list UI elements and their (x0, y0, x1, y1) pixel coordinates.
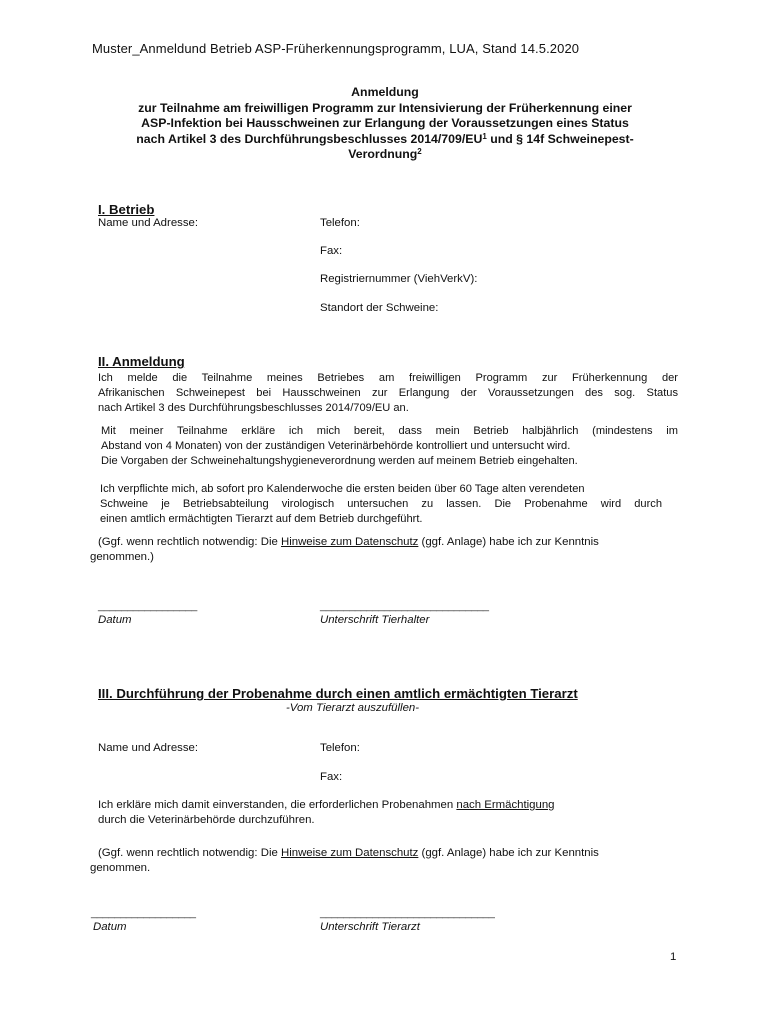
privacy-text: (ggf. Anlage) habe ich zur Kenntnis (418, 536, 599, 548)
title-line: ASP-Infektion bei Hausschweinen zur Erlangung der Voraussetzungen eines Status (141, 116, 629, 130)
section-heading-betrieb: I. Betrieb (98, 202, 155, 217)
owner-signature-line: _____________________________ (320, 600, 489, 612)
owner-signature-label: Unterschrift Tierhalter (320, 614, 430, 626)
section-heading-probenahme: III. Durchführung der Probenahme durch einen amtlich ermächtigten Tierarzt (98, 686, 578, 701)
paragraph-line: nach Artikel 3 des Durchführungsbeschlusses 2014/709/EU an. (98, 402, 409, 414)
title-text: und § 14f Schweinepest- (486, 131, 634, 146)
vet-privacy-notice-link[interactable]: Hinweise zum Datenschutz (280, 847, 419, 859)
paragraph-line: Afrikanischen Schweinepest bei Hausschweinen zur Erlangung der Voraussetzungen des sog. Status (98, 387, 678, 399)
privacy-text: (ggf. Anlage) habe ich zur Kenntnis (418, 847, 599, 859)
vet-signature-label: Unterschrift Tierarzt (320, 921, 420, 933)
consent-text: Ich erkläre mich damit einverstanden, die erforderlichen Probenahmen (98, 799, 457, 811)
title-line: Anmeldung (351, 85, 419, 99)
paragraph-line: Ich verpflichte mich, ab sofort pro Kalenderwoche die ersten beiden über 60 Tage alten verendeten (100, 483, 585, 495)
paragraph-line: Die Vorgaben der Schweinehaltungshygieneverordnung werden auf meinem Betrieb eingehalten. (101, 455, 578, 467)
authorization-link[interactable]: nach Ermächtigung (456, 799, 555, 811)
fax-label: Fax: (320, 245, 343, 257)
privacy-text: (Ggf. wenn rechtlich notwendig: Die (98, 536, 281, 548)
section-heading-anmeldung: II. Anmeldung (98, 354, 185, 369)
title-text: Verordnung (348, 147, 418, 161)
vet-date-label: Datum (93, 921, 127, 933)
title-line (70, 147, 700, 163)
obligation-paragraph (100, 482, 662, 527)
name-address-label: Name und Adresse: (98, 217, 199, 229)
date-label: Datum (98, 614, 132, 626)
registration-number-label: Registriernummer (ViehVerkV): (320, 273, 478, 285)
footnote-ref: 1 (482, 131, 487, 141)
privacy-notice-link[interactable]: Hinweise zum Datenschutz (280, 536, 419, 548)
vet-fax-label: Fax: (320, 771, 343, 783)
title-line: zur Teilnahme am freiwilligen Programm zur Intensivierung der Früherkennung einer (138, 100, 632, 115)
document-header: Muster_Anmeldund Betrieb ASP-Früherkennungsprogramm, LUA, Stand 14.5.2020 (92, 41, 580, 56)
paragraph-line: Schweine je Betriebsabteilung virologisch untersuchen zu lassen. Die Probenahme wird durch (100, 498, 662, 510)
phone-label: Telefon: (320, 217, 360, 229)
vet-privacy-notice-end: genommen. (90, 862, 151, 874)
paragraph-line: einen amtlich ermächtigten Tierarzt auf dem Betrieb durchgeführt. (100, 513, 423, 525)
vet-consent (98, 799, 555, 811)
vet-name-address-label: Name und Adresse: (98, 742, 199, 754)
pig-location-label: Standort der Schweine: (320, 302, 439, 314)
privacy-text: (Ggf. wenn rechtlich notwendig: Die (98, 847, 281, 859)
vet-date-signature-line: __________________ (91, 907, 196, 919)
privacy-notice (98, 536, 599, 548)
vet-fill-note: -Vom Tierarzt auszufüllen- (286, 702, 420, 714)
document-title (70, 85, 700, 163)
privacy-notice-end: genommen.) (90, 551, 154, 563)
vet-signature-line: ______________________________ (320, 907, 495, 919)
paragraph-line: Abstand von 4 Monaten) von der zuständigen Veterinärbehörde kontrolliert und untersucht wird. (101, 440, 571, 452)
inspection-paragraph (101, 424, 678, 469)
paragraph-line: Mit meiner Teilnahme erkläre ich mich bereit, dass mein Betrieb halbjährlich (mindestens im (101, 425, 678, 437)
paragraph-line: Ich melde die Teilnahme meines Betriebes am freiwilligen Programm zur Früherkennung der (98, 372, 678, 384)
title-line (70, 132, 700, 148)
vet-phone-label: Telefon: (320, 742, 360, 754)
title-text: nach Artikel 3 des Durchführungsbeschlusses 2014/709/EU (136, 131, 483, 146)
footnote-ref: 2 (417, 147, 422, 156)
date-signature-line: _________________ (98, 600, 197, 612)
page-number: 1 (670, 951, 677, 963)
registration-paragraph (98, 371, 678, 416)
vet-consent-end: durch die Veterinärbehörde durchzuführen. (98, 814, 315, 826)
vet-privacy-notice (98, 847, 599, 859)
